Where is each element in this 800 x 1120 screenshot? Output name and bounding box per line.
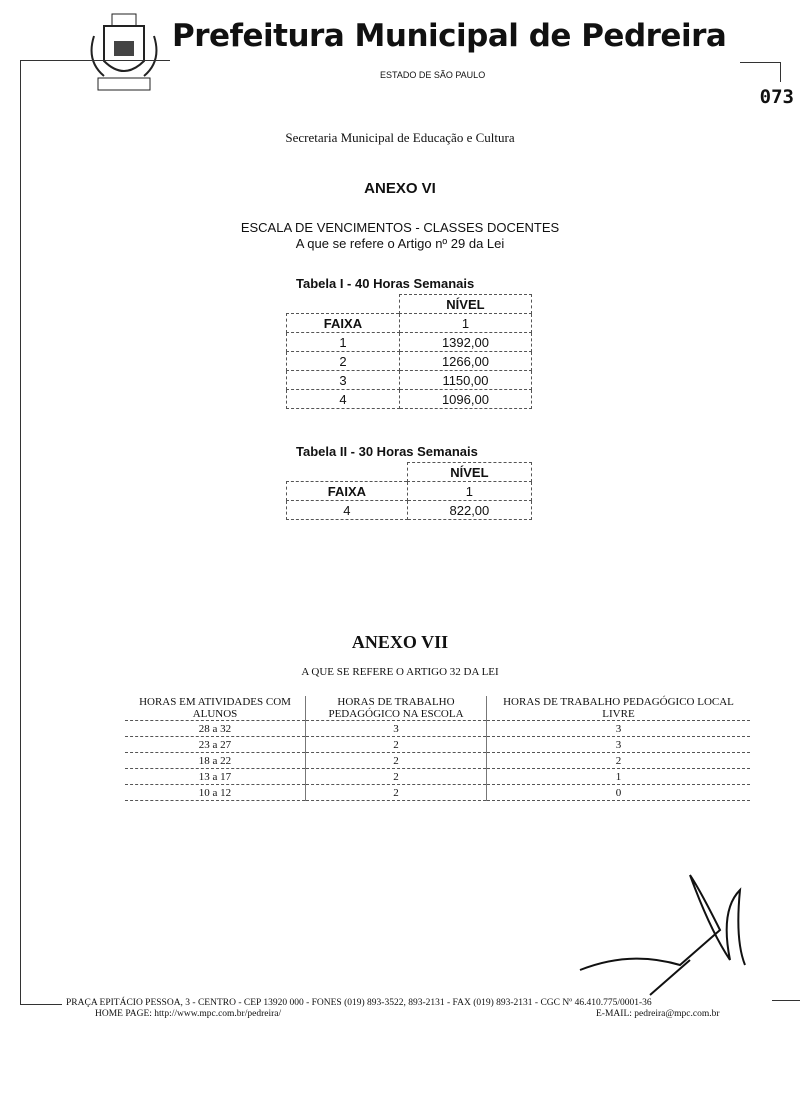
table-row xyxy=(287,501,532,520)
faixa-cell: 1 xyxy=(287,333,400,352)
cell: 2 xyxy=(306,753,487,769)
cell: 13 a 17 xyxy=(125,769,306,785)
value-cell: 1266,00 xyxy=(399,352,531,371)
border-line xyxy=(780,62,781,82)
cell: 23 a 27 xyxy=(125,737,306,753)
coat-of-arms-logo xyxy=(84,6,164,96)
footer-homepage: HOME PAGE: http://www.mpc.com.br/pedreira/ xyxy=(95,1009,282,1019)
table-row xyxy=(125,785,750,801)
column-header: HORAS DE TRABALHO PEDAGÓGICO NA ESCOLA xyxy=(306,696,487,721)
faixa-cell: 3 xyxy=(287,371,400,390)
table1 xyxy=(286,294,532,409)
anexo6-title: ANEXO VI xyxy=(364,180,436,197)
nivel-value: 1 xyxy=(399,314,531,333)
cell: 0 xyxy=(487,785,751,801)
border-line xyxy=(772,1000,800,1001)
cell: 28 a 32 xyxy=(125,721,306,737)
cell: 2 xyxy=(487,753,751,769)
anexo6-reference: A que se refere o Artigo nº 29 da Lei xyxy=(295,236,505,251)
table-row xyxy=(125,753,750,769)
table-row xyxy=(125,769,750,785)
value-cell: 1392,00 xyxy=(399,333,531,352)
table-row xyxy=(125,737,750,753)
table-row xyxy=(287,371,532,390)
value-cell: 1096,00 xyxy=(399,390,531,409)
faixa-header: FAIXA xyxy=(287,482,408,501)
table2 xyxy=(286,462,532,520)
border-line xyxy=(20,60,170,61)
border-line xyxy=(20,60,21,1005)
signature xyxy=(570,870,770,1010)
footer-email: E-MAIL: pedreira@mpc.com.br xyxy=(596,1009,720,1019)
cell: 2 xyxy=(306,785,487,801)
cell: 3 xyxy=(306,721,487,737)
table-row xyxy=(287,352,532,371)
value-cell: 822,00 xyxy=(407,501,531,520)
anexo6-subtitle: ESCALA DE VENCIMENTOS - CLASSES DOCENTES xyxy=(240,220,560,235)
table1-caption: Tabela I - 40 Horas Semanais xyxy=(296,276,475,291)
cell: 2 xyxy=(306,769,487,785)
footer-address: PRAÇA EPITÁCIO PESSOA, 3 - CENTRO - CEP 13920 000 - FONES (019) 893-3522, 893-2131 - FAX (019) 893-2131 - CGC Nº 46.410.775/0001-36 xyxy=(66,998,652,1008)
faixa-cell: 4 xyxy=(287,501,408,520)
anexo7-table xyxy=(125,696,750,801)
table2-caption: Tabela II - 30 Horas Semanais xyxy=(296,444,478,459)
column-header: HORAS EM ATIVIDADES COM ALUNOS xyxy=(125,696,306,721)
faixa-header: FAIXA xyxy=(287,314,400,333)
cell: 3 xyxy=(487,737,751,753)
anexo7-title: ANEXO VII xyxy=(351,632,449,652)
nivel-header: NÍVEL xyxy=(399,295,531,314)
border-line xyxy=(740,62,780,63)
page-number: 073 xyxy=(759,86,794,108)
table-row xyxy=(287,390,532,409)
anexo7-reference: A QUE SE REFERE O ARTIGO 32 DA LEI xyxy=(301,666,499,678)
faixa-cell: 4 xyxy=(287,390,400,409)
cell: 10 a 12 xyxy=(125,785,306,801)
header-state: ESTADO DE SÃO PAULO xyxy=(380,70,486,80)
cell: 18 a 22 xyxy=(125,753,306,769)
header-title: Prefeitura Municipal de Pedreira xyxy=(172,18,727,54)
border-line xyxy=(20,1004,62,1005)
faixa-cell: 2 xyxy=(287,352,400,371)
department: Secretaria Municipal de Educação e Cultura xyxy=(285,130,515,145)
table-row xyxy=(125,721,750,737)
table-row xyxy=(287,333,532,352)
cell: 2 xyxy=(306,737,487,753)
nivel-value: 1 xyxy=(407,482,531,501)
cell: 3 xyxy=(487,721,751,737)
column-header: HORAS DE TRABALHO PEDAGÓGICO LOCAL LIVRE xyxy=(503,696,734,720)
nivel-header: NÍVEL xyxy=(407,463,531,482)
cell: 1 xyxy=(487,769,751,785)
value-cell: 1150,00 xyxy=(399,371,531,390)
